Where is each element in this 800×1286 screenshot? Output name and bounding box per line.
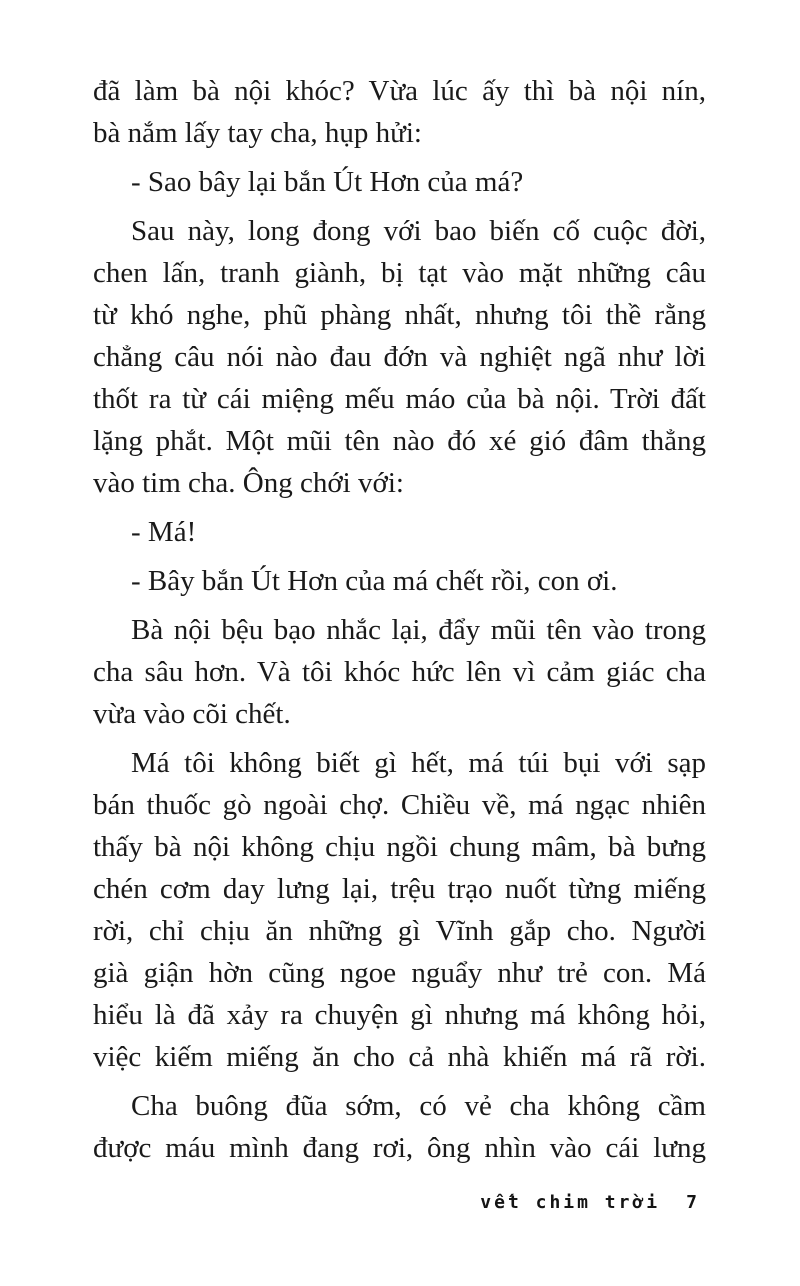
paragraph: [93, 742, 706, 1078]
text-line: thấy bà nội không chịu ngồi chung mâm, bà bưng: [93, 831, 706, 863]
text-line: việc kiếm miếng ăn cho cả nhà khiến má rã rời.: [93, 1041, 706, 1073]
text-line: cha sâu hơn. Và tôi khóc hức lên vì cảm giác cha: [93, 656, 706, 688]
dialogue-line: - Má!: [131, 516, 197, 548]
dialogue-line: - Bây bắn Út Hơn của má chết rồi, con ơi.: [131, 565, 618, 597]
dialogue-paragraph: [93, 511, 706, 553]
book-title: vết chim trời: [480, 1192, 661, 1213]
dialogue-paragraph: [93, 161, 706, 203]
text-line: đã làm bà nội khóc? Vừa lúc ấy thì bà nội nín,: [93, 75, 706, 107]
dialogue-paragraph: [93, 560, 706, 602]
text-line: được máu mình đang rơi, ông nhìn vào cái lưng: [93, 1132, 706, 1164]
text-line: vào tim cha. Ông chới với:: [93, 467, 404, 499]
page-footer: [480, 1192, 700, 1213]
paragraph: [93, 210, 706, 504]
paragraph: [93, 70, 706, 154]
dialogue-line: - Sao bây lại bắn Út Hơn của má?: [131, 166, 524, 198]
text-line: Cha buông đũa sớm, có vẻ cha không cầm: [131, 1090, 706, 1122]
text-line: chẳng câu nói nào đau đớn và nghiệt ngã như lời: [93, 341, 706, 373]
text-line: Má tôi không biết gì hết, má túi bụi với sạp: [131, 747, 706, 779]
text-line: Sau này, long đong với bao biến cố cuộc đời,: [131, 215, 706, 247]
paragraph: [93, 609, 706, 735]
text-line: vừa vào cõi chết.: [93, 698, 291, 730]
text-line: thốt ra từ cái miệng mếu máo của bà nội. Trời đất: [93, 383, 706, 415]
text-line: từ khó nghe, phũ phàng nhất, nhưng tôi thề rằng: [93, 299, 706, 331]
text-line: chén cơm day lưng lại, trệu trạo nuốt từng miếng: [93, 873, 706, 905]
text-line: hiểu là đã xảy ra chuyện gì nhưng má không hỏi,: [93, 999, 706, 1031]
text-line: bán thuốc gò ngoài chợ. Chiều về, má ngạc nhiên: [93, 789, 706, 821]
text-line: bà nắm lấy tay cha, hụp hửi:: [93, 117, 422, 149]
text-line: rời, chỉ chịu ăn những gì Vĩnh gắp cho. Người: [93, 915, 706, 947]
body-text: [93, 70, 706, 1169]
page-number: 7: [686, 1192, 700, 1213]
text-line: già giận hờn cũng ngoe nguẩy như trẻ con. Má: [93, 957, 706, 989]
text-line: chen lấn, tranh giành, bị tạt vào mặt những câu: [93, 257, 706, 289]
text-line: lặng phắt. Một mũi tên nào đó xé gió đâm thẳng: [93, 425, 706, 457]
paragraph: [93, 1085, 706, 1169]
text-line: Bà nội bệu bạo nhắc lại, đẩy mũi tên vào trong: [131, 614, 706, 646]
